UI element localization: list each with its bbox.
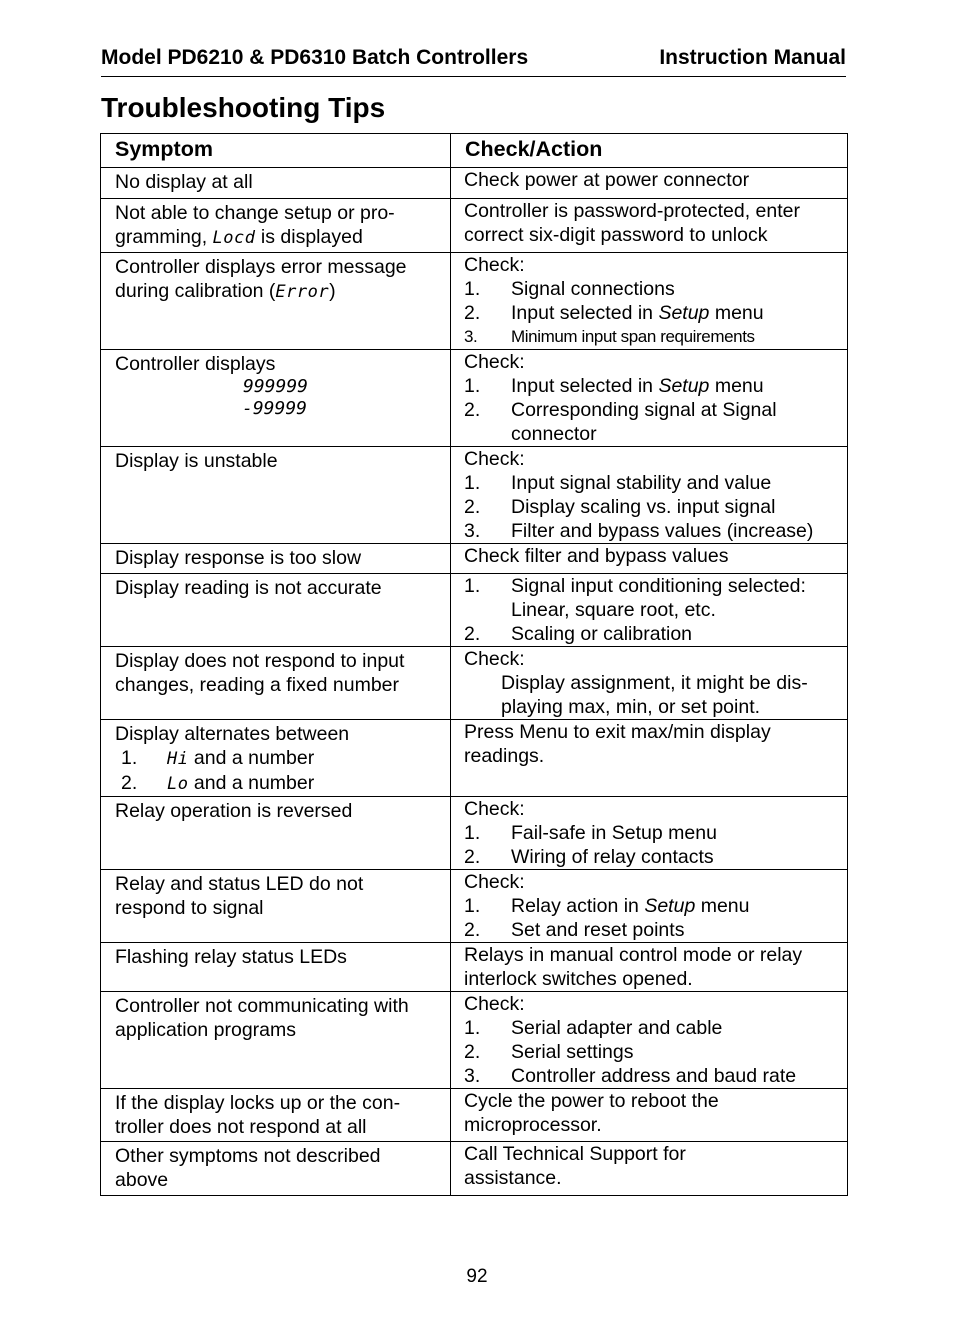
list-item: 3. Filter and bypass values (increase) (464, 520, 814, 542)
table-row (101, 447, 848, 544)
action-cell: Check: Display assignment, it might be dis- playing max, min, or set point. (451, 647, 848, 720)
list-item: 1. Signal connections (464, 278, 675, 300)
list-item: 2. Lo and a number (121, 772, 315, 794)
symptom-cell: Display does not respond to input changes, reading a fixed number (101, 647, 451, 720)
lcd-locd-glyph: Locd (212, 228, 256, 248)
table-row (101, 1142, 848, 1196)
list-item: 2. Display scaling vs. input signal (464, 496, 776, 518)
table-row (101, 720, 848, 797)
action-cell: Check: 1. Fail-safe in Setup menu 2. Wiring of relay contacts (451, 797, 848, 870)
table-row (101, 943, 848, 992)
list-item: 1. Hi and a number (121, 747, 315, 769)
list-item: 1. Serial adapter and cable (464, 1017, 723, 1039)
list-item: 3. Minimum input span requirements (464, 327, 755, 346)
symptom-cell: Flashing relay status LEDs (101, 943, 451, 992)
action-cell: Press Menu to exit max/min display readings. (451, 720, 848, 797)
header-symptom: Symptom (101, 134, 451, 168)
lcd-max-glyph: 999999 (243, 376, 309, 397)
action-cell: Check: 1. Input signal stability and value 2. Display scaling vs. input signal 3. Filter and bypass values (increase) (451, 447, 848, 544)
list-item: 1. Relay action in Setup menu (464, 895, 750, 917)
troubleshooting-table (100, 133, 848, 1196)
page-number: 92 (466, 1266, 488, 1287)
table-row (101, 350, 848, 447)
action-cell: Check: 1. Signal connections 2. Input selected in Setup menu 3. Minimum input span requirements (451, 253, 848, 350)
table-row (101, 168, 848, 199)
list-item: 3. Controller address and baud rate (464, 1065, 797, 1087)
action-cell: Check: 1. Serial adapter and cable 2. Serial settings 3. Controller address and baud rate (451, 992, 848, 1089)
symptom-cell: Display response is too slow (101, 544, 451, 574)
header-check-action: Check/Action (451, 134, 848, 168)
symptom-cell: Other symptoms not described above (101, 1142, 451, 1196)
list-item: 2. Wiring of relay contacts (464, 846, 714, 868)
action-cell: Controller is password-protected, enter correct six-digit password to unlock (451, 199, 848, 253)
lcd-error-glyph: Error (275, 282, 330, 302)
symptom-cell: Display is unstable (101, 447, 451, 544)
symptom-cell: Controller displays error message during calibration (Error) (101, 253, 451, 350)
table-row (101, 544, 848, 574)
symptom-cell: Not able to change setup or pro- gramming, Locd is displayed (101, 199, 451, 253)
table-row (101, 574, 848, 647)
list-item: 2. Set and reset points (464, 919, 685, 941)
action-cell: Check filter and bypass values (451, 544, 848, 574)
table-row (101, 992, 848, 1089)
action-cell (451, 574, 848, 647)
list-item: 1. Input signal stability and value (464, 472, 772, 494)
table-row (101, 870, 848, 943)
symptom-cell: Display reading is not accurate (101, 574, 451, 647)
header-manual: Instruction Manual (659, 46, 846, 69)
lcd-hi-glyph: Hi (167, 749, 189, 769)
table-row (101, 797, 848, 870)
symptom-cell: Relay and status LED do not respond to signal (101, 870, 451, 943)
list-item: 2. Scaling or calibration (464, 623, 693, 645)
list-item: 1. Fail-safe in Setup menu (464, 822, 717, 844)
action-cell: Check: 1. Input selected in Setup menu 2. Corresponding signal at Signal connector (451, 350, 848, 447)
lcd-lo-glyph: Lo (167, 774, 189, 794)
table-row (101, 1089, 848, 1142)
symptom-cell: Display alternates between 1. Hi and a number 2. Lo and a number (101, 720, 451, 797)
list-item: 2. Corresponding signal at Signal connector (464, 399, 777, 445)
list-item: 2. Input selected in Setup menu (464, 302, 764, 324)
list-item: 2. Serial settings (464, 1041, 634, 1063)
page-title: Troubleshooting Tips (101, 92, 386, 123)
table-row (101, 253, 848, 350)
list-item: 1. Input selected in Setup menu (464, 375, 764, 397)
action-cell: Relays in manual control mode or relay interlock switches opened. (451, 943, 848, 992)
lcd-min-glyph: -99999 (242, 398, 308, 419)
symptom-cell: Controller not communicating with application programs (101, 992, 451, 1089)
action-cell: Check power at power connector (451, 168, 848, 199)
table-row (101, 199, 848, 253)
table-row (101, 647, 848, 720)
table-header-row (101, 134, 848, 168)
action-cell: Cycle the power to reboot the microprocessor. (451, 1089, 848, 1142)
list-item: 1. Signal input conditioning selected: Linear, square root, etc. (464, 575, 806, 621)
running-header (101, 46, 846, 77)
symptom-cell: Controller displays 999999 -99999 (101, 350, 451, 447)
header-model: Model PD6210 & PD6310 Batch Controllers (101, 46, 529, 69)
symptom-cell: If the display locks up or the con- troller does not respond at all (101, 1089, 451, 1142)
action-cell: Check: 1. Relay action in Setup menu 2. Set and reset points (451, 870, 848, 943)
symptom-cell: No display at all (101, 168, 451, 199)
action-cell: Call Technical Support for assistance. (451, 1142, 848, 1196)
symptom-cell: Relay operation is reversed (101, 797, 451, 870)
